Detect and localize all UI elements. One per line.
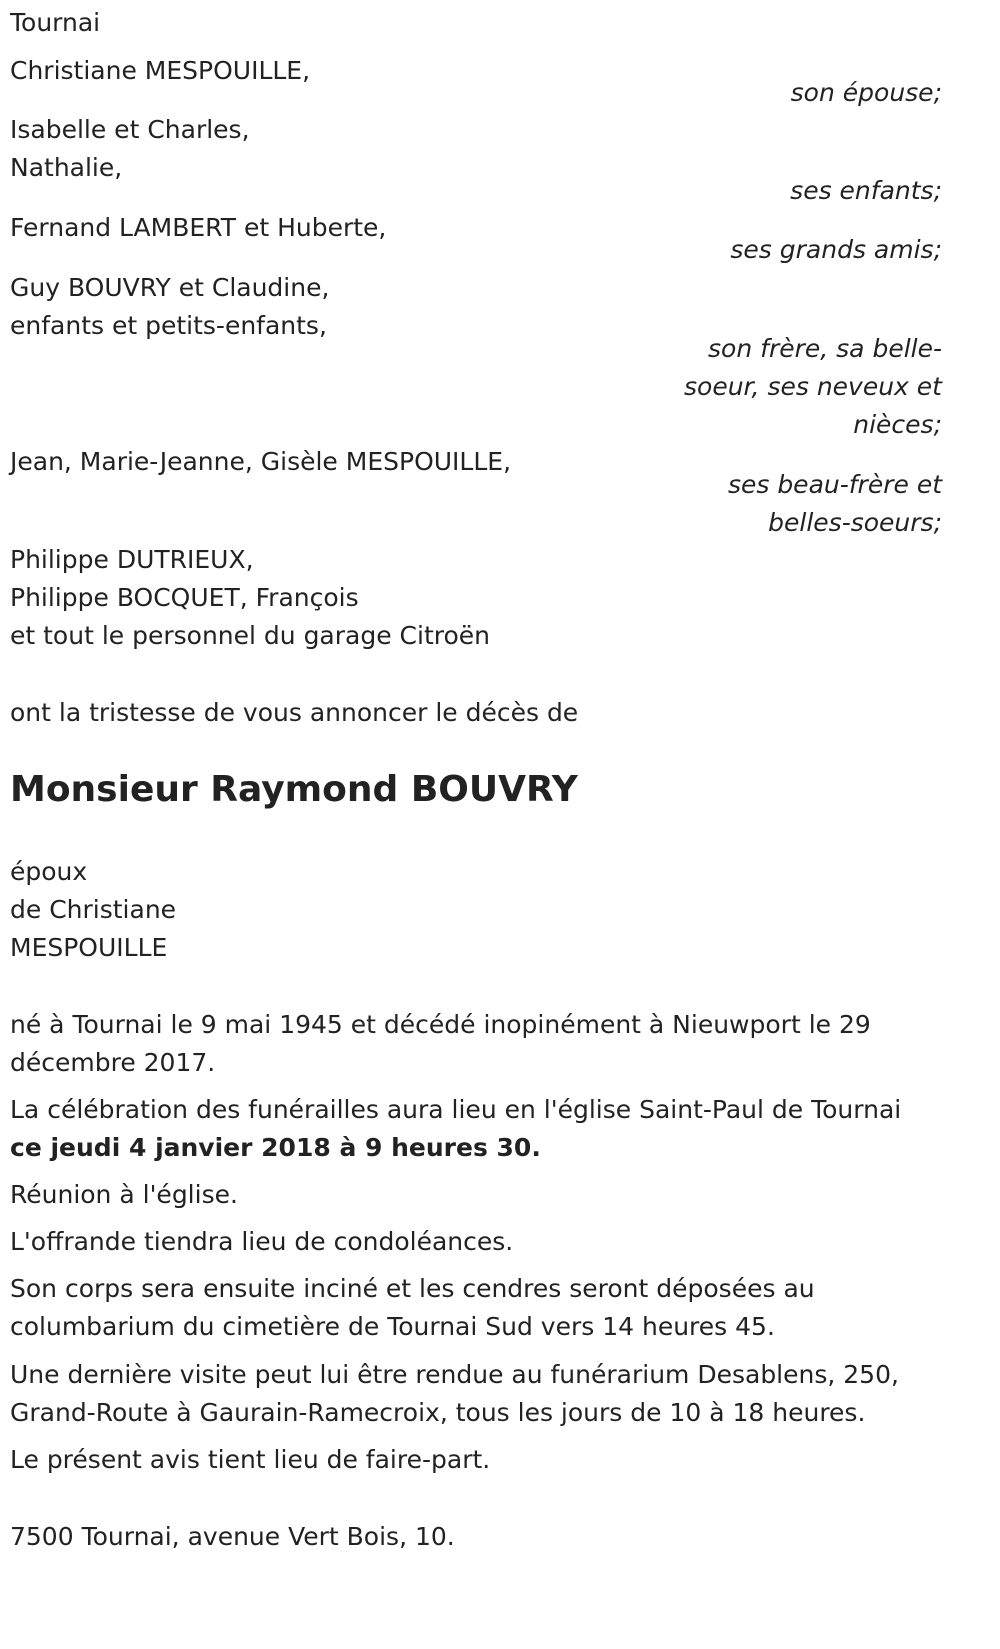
mourner-name: et tout le personnel du garage Citroën [10, 621, 491, 650]
mourner-name: Philippe BOCQUET, François [10, 583, 359, 612]
spouse-line: époux [10, 857, 88, 886]
deceased-name: Monsieur Raymond BOUVRY [10, 769, 578, 810]
ceremony-line: La célébration des funérailles aura lieu en l'église Saint-Paul de Tournai [10, 1095, 902, 1124]
mourner-relation: nièces; [853, 410, 942, 439]
meeting-line: Réunion à l'église. [10, 1180, 238, 1209]
visit-line: Une dernière visite peut lui être rendue au funérarium Desablens, 250, [10, 1360, 899, 1389]
announcement: ont la tristesse de vous annoncer le décès de [10, 698, 579, 727]
mourner-name: Fernand LAMBERT et Huberte, [10, 213, 387, 242]
mourner-name: Philippe DUTRIEUX, [10, 545, 254, 574]
city-header: Tournai [10, 8, 101, 37]
mourner-name: Christiane MESPOUILLE, [10, 56, 311, 85]
notice-line: Le présent avis tient lieu de faire-part. [10, 1445, 491, 1474]
mourner-relation: soeur, ses neveux et [684, 372, 942, 401]
offering-line: L'offrande tiendra lieu de condoléances. [10, 1227, 514, 1256]
mourner-relation: ses beau-frère et [727, 470, 942, 499]
cremation-line: Son corps sera ensuite inciné et les cendres seront déposées au [10, 1274, 815, 1303]
mourner-relation: son frère, sa belle- [708, 334, 942, 363]
mourner-relation: ses grands amis; [730, 235, 942, 264]
mourner-name: Nathalie, [10, 153, 123, 182]
spouse-line: de Christiane [10, 895, 177, 924]
spouse-line: MESPOUILLE [10, 933, 168, 962]
cremation-line: columbarium du cimetière de Tournai Sud vers 14 heures 45. [10, 1312, 775, 1341]
mourner-name: enfants et petits-enfants, [10, 311, 327, 340]
birth-death-line: né à Tournai le 9 mai 1945 et décédé inopinément à Nieuwport le 29 [10, 1010, 871, 1039]
mourner-relation: belles-soeurs; [768, 508, 942, 537]
address-line: 7500 Tournai, avenue Vert Bois, 10. [10, 1522, 455, 1551]
mourner-relation: son épouse; [790, 78, 942, 107]
mourner-name: Guy BOUVRY et Claudine, [10, 273, 330, 302]
ceremony-date: ce jeudi 4 janvier 2018 à 9 heures 30. [10, 1133, 541, 1162]
mourner-name: Jean, Marie-Jeanne, Gisèle MESPOUILLE, [10, 447, 512, 476]
mourner-name: Isabelle et Charles, [10, 115, 250, 144]
mourner-relation: ses enfants; [790, 176, 942, 205]
birth-death-line: décembre 2017. [10, 1048, 216, 1077]
visit-line: Grand-Route à Gaurain-Ramecroix, tous les jours de 10 à 18 heures. [10, 1398, 866, 1427]
